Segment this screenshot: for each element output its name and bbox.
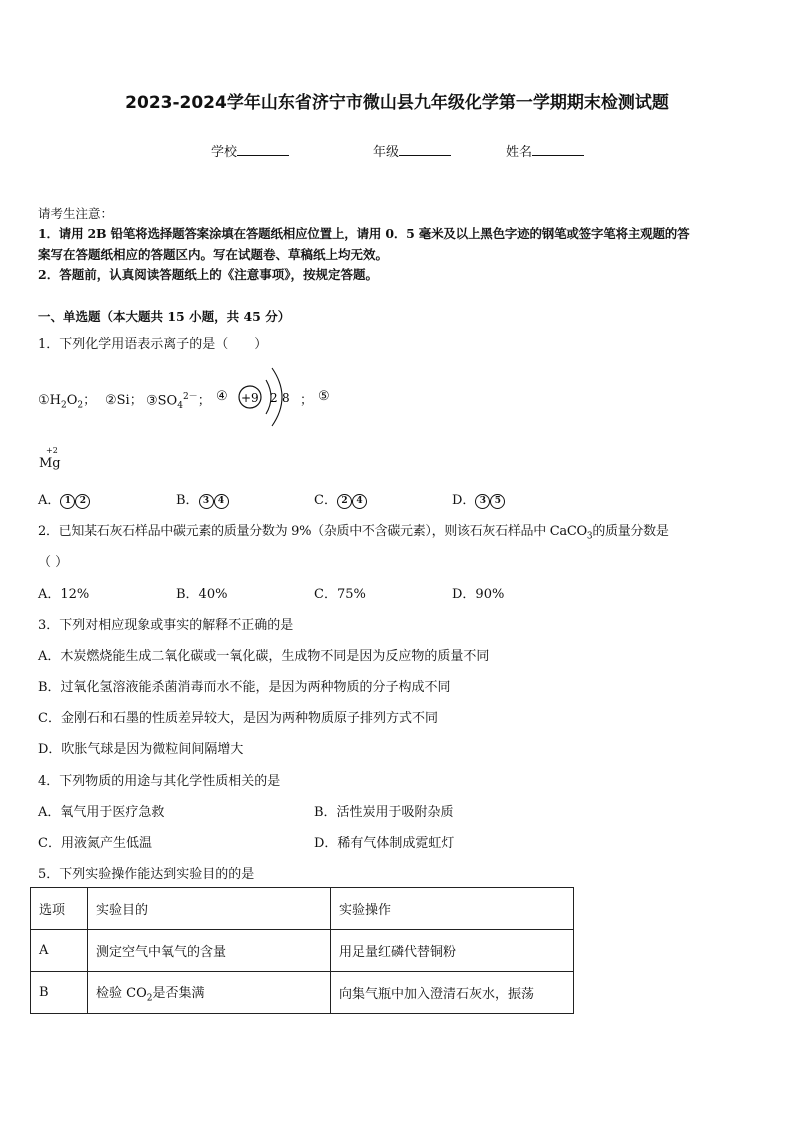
- q1-item-3-sep: ；: [197, 393, 211, 409]
- shell-1-electrons: 2: [270, 391, 278, 405]
- grade-blank[interactable]: [399, 143, 451, 156]
- q1-item-1-sep: ；: [83, 393, 97, 408]
- grade-label: 年级: [373, 145, 400, 160]
- q2-option-d[interactable]: D．90%: [452, 587, 505, 602]
- q1-option-c-letter: C．: [314, 493, 337, 508]
- q1-item-1-o: O: [66, 393, 78, 408]
- q3-option-c[interactable]: C．金刚石和石墨的性质差异较大，是因为两种物质原子排列方式不同: [38, 711, 438, 726]
- circled-4: 4: [214, 494, 229, 509]
- mg-symbol: Mg: [39, 456, 61, 471]
- table-row[interactable]: [31, 972, 574, 1014]
- circled-2: 2: [75, 494, 90, 509]
- school-blank[interactable]: [237, 143, 289, 156]
- notice-heading: 请考生注意：: [38, 206, 114, 221]
- q5-stem: 5．下列实验操作能达到实验目的的是: [38, 867, 255, 882]
- table-cell-operation: 用足量红磷代替铜粉: [331, 930, 574, 972]
- q2-stem-paren: （ ）: [38, 555, 69, 570]
- q4-stem: 4．下列物质的用途与其化学性质相关的是: [38, 774, 281, 789]
- q1-item-3-formula: ③SO: [146, 393, 178, 409]
- table-cell-operation: 向集气瓶中加入澄清石灰水，振荡: [331, 972, 574, 1014]
- name-field[interactable]: [506, 141, 584, 160]
- circled-5: 5: [490, 494, 505, 509]
- table-cell-option: B: [31, 972, 88, 1014]
- circled-1: 1: [60, 494, 75, 509]
- notice-line-1a: 1．请用 2B 铅笔将选择题答案涂填在答题纸相应位置上，请用 0．5 毫米及以上黑色字迹的钢笔或签字笔将主观题的答: [38, 226, 690, 241]
- shell-2-electrons: 8: [282, 391, 290, 405]
- q1-item-5: ⑤: [318, 389, 330, 404]
- q1-option-a[interactable]: [38, 489, 90, 509]
- q1-item-3: $③SO_4^{2-}$；: [146, 392, 211, 411]
- q4-option-c[interactable]: C．用液氮产生低温: [38, 836, 152, 851]
- q1-item-1-sub2: 2: [77, 400, 84, 411]
- name-blank[interactable]: [532, 143, 584, 156]
- table-header-operation: 实验操作: [331, 888, 574, 930]
- q1-item-1-sub1: 2: [61, 400, 67, 411]
- circled-2: 2: [337, 494, 352, 509]
- q1-item-3-charge: 2－: [182, 392, 198, 402]
- q2-option-c[interactable]: C．75%: [314, 587, 366, 602]
- name-label: 姓名: [506, 145, 533, 160]
- q1-option-a-letter: A．: [38, 493, 61, 508]
- notice-line-2: 2．答题前，认真阅读答题纸上的《注意事项》，按规定答题。: [38, 267, 378, 282]
- q2-stem: [38, 520, 669, 542]
- q4-option-b[interactable]: B．活性炭用于吸附杂质: [314, 805, 454, 820]
- q1-stem: 1．下列化学用语表示离子的是（ ）: [38, 337, 268, 352]
- table-header-row: [31, 888, 574, 930]
- table-cell-goal: [88, 972, 331, 1014]
- q4-option-d[interactable]: D．稀有气体制成霓虹灯: [314, 836, 455, 851]
- q1-option-d[interactable]: [452, 489, 505, 509]
- table-header-option: 选项: [31, 888, 88, 930]
- mg-charge: +2: [46, 446, 58, 455]
- table-cell-goal-sub: 2: [146, 993, 153, 1004]
- q1-item-2: ②Si；: [105, 393, 143, 408]
- q1-item-4-label: ④: [216, 389, 228, 404]
- q2-stem-sub: 3: [586, 531, 593, 542]
- grade-field[interactable]: [373, 141, 451, 160]
- school-label: 学校: [211, 145, 238, 160]
- q1-item-1: ①H: [38, 393, 61, 408]
- q3-option-d[interactable]: D．吹胀气球是因为微粒间间隔增大: [38, 742, 244, 757]
- table-row[interactable]: [31, 930, 574, 972]
- q1-item-4-sep: ；: [300, 393, 314, 408]
- circled-4: 4: [352, 494, 367, 509]
- table-cell-goal: 测定空气中氧气的含量: [88, 930, 331, 972]
- q2-stem-part-a: 2．已知某石灰石样品中碳元素的质量分数为 9%（杂质中不含碳元素），则该石灰石样品中 CaCO: [38, 524, 587, 539]
- q1-option-c[interactable]: [314, 489, 367, 509]
- q5-table: [30, 887, 574, 1014]
- school-field[interactable]: [211, 141, 289, 160]
- table-cell-option: A: [31, 930, 88, 972]
- circled-3: 3: [199, 494, 214, 509]
- q1-option-b-letter: B．: [176, 493, 199, 508]
- page-title: 2023-2024学年山东省济宁市微山县九年级化学第一学期期末检测试题: [125, 93, 669, 113]
- q2-option-a[interactable]: A．12%: [38, 587, 90, 602]
- q3-option-b[interactable]: B．过氧化氢溶液能杀菌消毒而水不能，是因为两种物质的分子构成不同: [38, 680, 451, 695]
- q1-option-d-letter: D．: [452, 493, 476, 508]
- section-heading: 一、单选题（本大题共 15 小题，共 45 分）: [38, 309, 291, 324]
- q1-items: [38, 389, 96, 411]
- q2-option-b[interactable]: B．40%: [176, 587, 228, 602]
- notice-line-1b: 案写在答题纸相应的答题区内。写在试题卷、草稿纸上均无效。: [38, 247, 389, 262]
- q2-stem-part-b: 的质量分数是: [592, 524, 669, 539]
- q4-option-a[interactable]: A．氧气用于医疗急救: [38, 805, 165, 820]
- q3-stem: 3．下列对相应现象或事实的解释不正确的是: [38, 618, 294, 633]
- circled-3: 3: [475, 494, 490, 509]
- nucleus-charge: +9: [241, 391, 259, 405]
- table-header-goal: 实验目的: [88, 888, 331, 930]
- table-cell-goal-part-a: 检验 CO: [96, 985, 147, 1001]
- q1-option-b[interactable]: [176, 489, 229, 509]
- table-cell-goal-part-b: 是否集满: [152, 985, 205, 1001]
- q3-option-a[interactable]: A．木炭燃烧能生成二氧化碳或一氧化碳，生成物不同是因为反应物的质量不同: [38, 649, 490, 664]
